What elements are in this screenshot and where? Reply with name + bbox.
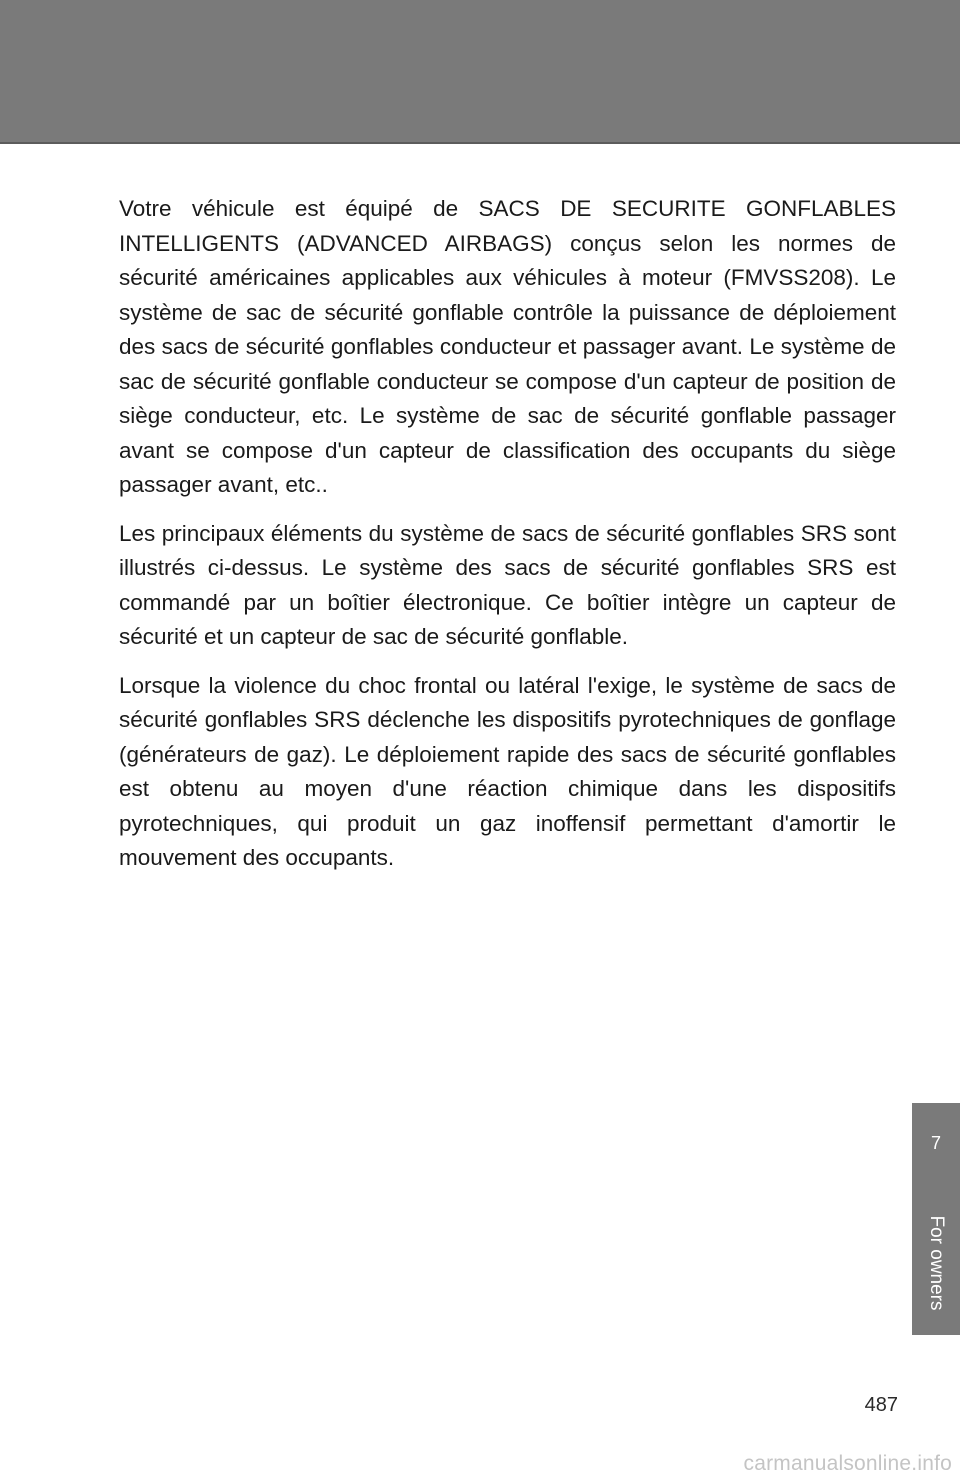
section-label: For owners xyxy=(926,1215,947,1311)
chapter-tab[interactable] xyxy=(912,1103,960,1335)
watermark: carmanualsonline.info xyxy=(743,1452,952,1475)
chapter-number: 7 xyxy=(930,1133,941,1153)
body-text xyxy=(119,192,896,890)
paragraph-advanced-airbags: Votre véhicule est équipé de SACS DE SECURITE GONFLABLES INTELLIGENTS (ADVANCED AIRBAGS) conçus selon les normes de sécurité américaines applicables aux véhicules à moteur (FMVSS208). Le système de sac de sécurité gonflable contrôle la puissance de déploiement des sacs de sécurité gonflables conducteur et passager avant. Le système de sac de sécurité gonflable conducteur se compose d'un capteur de position de siège conducteur, etc. Le système de sac de sécurité gonflable passager avant se compose d'un capteur de classification des occupants du siège passager avant, etc.. xyxy=(119,196,896,497)
page-number: 487 xyxy=(864,1394,898,1416)
header-band xyxy=(0,0,960,144)
paragraph-srs-components: Les principaux éléments du système de sacs de sécurité gonflables SRS sont illustrés ci-dessus. Le système des sacs de sécurité gonflables SRS est commandé par un boîtier électronique. Ce boîtier intègre un capteur de sécurité et un capteur de sac de sécurité gonflable. xyxy=(119,520,896,649)
paragraph-deployment: Lorsque la violence du choc frontal ou latéral l'exige, le système de sacs de sécurité gonflables SRS déclenche les dispositifs pyrotechniques de gonflage (générateurs de gaz). Le déploiement rapide des sacs de sécurité gonflables est obtenu au moyen d'une réaction chimique dans les dispositifs pyrotechniques, qui produit un gaz inoffensif permettant d'amortir le mouvement des occupants. xyxy=(119,672,896,870)
